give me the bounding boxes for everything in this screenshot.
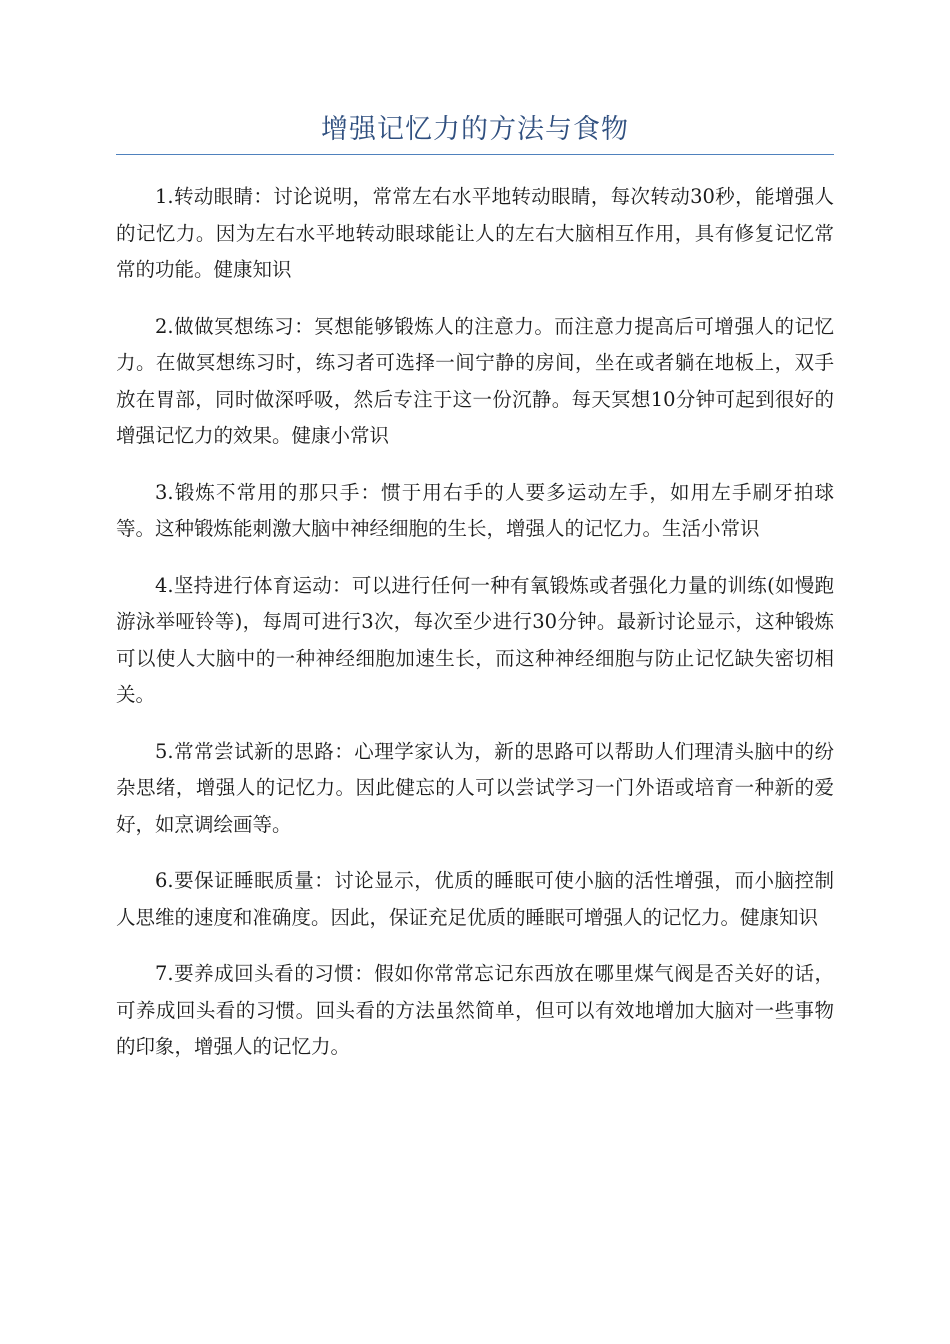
paragraph-3: 3.锻炼不常用的那只手：惯于用右手的人要多运动左手，如用左手刷牙拍球等。这种锻炼能刺激大脑中神经细胞的生长，增强人的记忆力。生活小常识 [116,480,834,540]
paragraph-4: 4.坚持进行体育运动：可以进行任何一种有氧锻炼或者强化力量的训练(如慢跑游泳举哑铃等)，每周可进行3次，每次至少进行30分钟。最新讨论显示，这种锻炼可以使人大脑中的一种神经细胞加速生长，而这种神经细胞与防止记忆缺失密切相关。 [116,573,834,706]
document-page [116,0,834,1086]
paragraph-7: 7.要养成回头看的习惯：假如你常常忘记东西放在哪里煤气阀是否关好的话，可养成回头看的习惯。回头看的方法虽然简单，但可以有效地增加大脑对一些事物的印象，增强人的记忆力。 [116,962,834,1058]
paragraph-1: 1.转动眼睛：讨论说明，常常左右水平地转动眼睛，每次转动30秒，能增强人的记忆力。因为左右水平地转动眼球能让人的左右大脑相互作用，具有修复记忆常常的功能。健康知识 [116,185,834,281]
paragraph-6: 6.要保证睡眠质量：讨论显示，优质的睡眠可使小脑的活性增强，而小脑控制人思维的速度和准确度。因此，保证充足优质的睡眠可增强人的记忆力。健康知识 [116,869,834,929]
document-title: 增强记忆力的方法与食物 [321,114,629,145]
paragraph-5: 5.常常尝试新的思路：心理学家认为，新的思路可以帮助人们理清头脑中的纷杂思绪，增强人的记忆力。因此健忘的人可以尝试学习一门外语或培育一种新的爱好，如烹调绘画等。 [116,739,834,836]
title-divider [116,154,834,155]
paragraph-2: 2.做做冥想练习：冥想能够锻炼人的注意力。而注意力提高后可增强人的记忆力。在做冥想练习时，练习者可选择一间宁静的房间，坐在或者躺在地板上，双手放在胃部，同时做深呼吸，然后专注于这一份沉静。每天冥想10分钟可起到很好的增强记忆力的效果。健康小常识 [116,314,834,447]
